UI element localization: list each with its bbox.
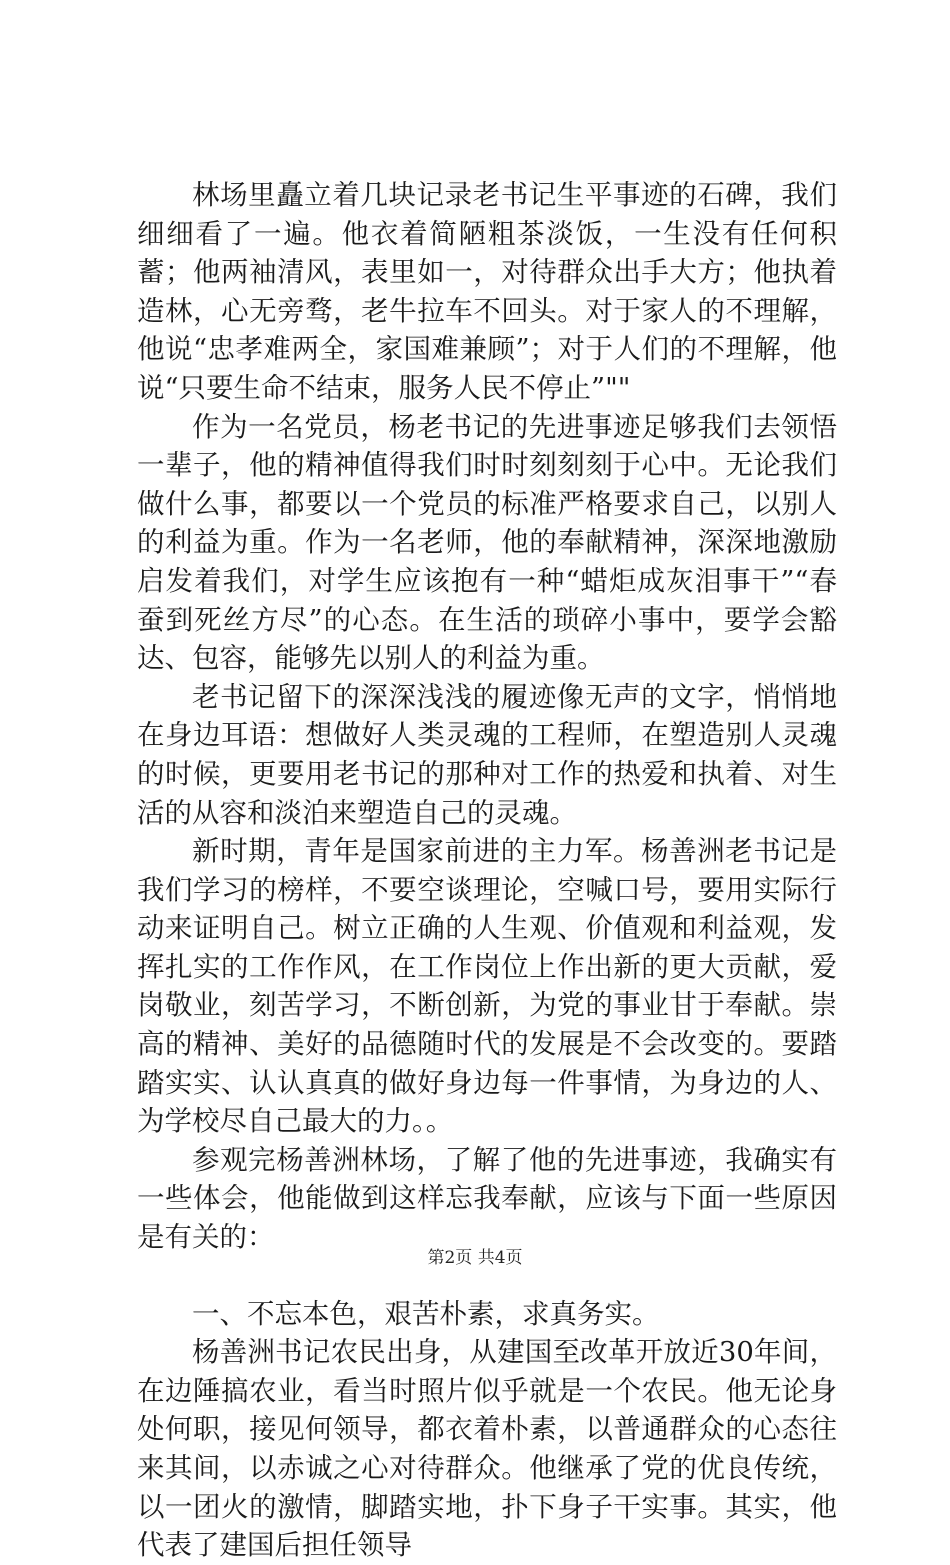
paragraph-2: 作为一名党员，杨老书记的先进事迹足够我们去领悟一辈子，他的精神值得我们时时刻刻刻于心中。无论我们做什么事，都要以一个党员的标准严格要求自己，以别人的利益为重。作为一名老师，他的奉献精神，深深地激励启发着我们，对学生应该抱有一种“蜡炬成灰泪事干”“春蚕到死丝方尽”的心态。在生活的琐碎小事中，要学会豁达、包容，能够先以别人的利益为重。 — [137, 410, 837, 675]
page-footer — [0, 1243, 950, 1268]
paragraph-4: 新时期，青年是国家前进的主力军。杨善洲老书记是我们学习的榜样，不要空谈理论，空喊口号，要用实际行动来证明自己。树立正确的人生观、价值观和利益观，发挥扎实的工作作风，在工作岗位上作出新的更大贡献，爱岗敬业，刻苦学习，不断创新，为党的事业甘于奉献。崇高的精神、美好的品德随时代的发展是不会改变的。要踏踏实实、认认真真的做好身边每一件事情，为身边的人、为学校尽自己最大的力。。 — [137, 835, 837, 1138]
section-heading: 一、不忘本色，艰苦朴素，求真务实。 — [192, 1297, 660, 1330]
document-body — [137, 176, 837, 1565]
paragraph-5: 参观完杨善洲林场，了解了他的先进事迹，我确实有一些体会，他能做到这样忘我奉献，应该与下面一些原因是有关的： — [137, 1143, 837, 1254]
section-paragraph: 杨善洲书记农民出身，从建国至改革开放近30年间，在边陲搞农业，看当时照片似乎就是一个农民。他无论身处何职，接见何领导，都衣着朴素，以普通群众的心态往来其间，以赤诚之心对待群众。他继承了党的优良传统，以一团火的激情，脚踏实地，扑下身子干实事。其实，他代表了建国后担任领导 — [137, 1336, 837, 1562]
paragraph-3: 老书记留下的深深浅浅的履迹像无声的文字，悄悄地在身边耳语：想做好人类灵魂的工程师，在塑造别人灵魂的时候，更要用老书记的那种对工作的热爱和执着、对生活的从容和淡泊来塑造自己的灵魂。 — [137, 680, 837, 829]
page-number-indicator: 第2页 共4页 — [427, 1248, 523, 1268]
paragraph-1: 林场里矗立着几块记录老书记生平事迹的石碑，我们细细看了一遍。他衣着简陋粗茶淡饭，一生没有任何积蓄；他两袖清风，表里如一，对待群众出手大方；他执着造林，心无旁骛，老牛拉车不回头。对于家人的不理解，他说“忠孝难两全，家国难兼顾”；对于人们的不理解，他说“只要生命不结束，服务人民不停止”"" — [137, 179, 837, 404]
